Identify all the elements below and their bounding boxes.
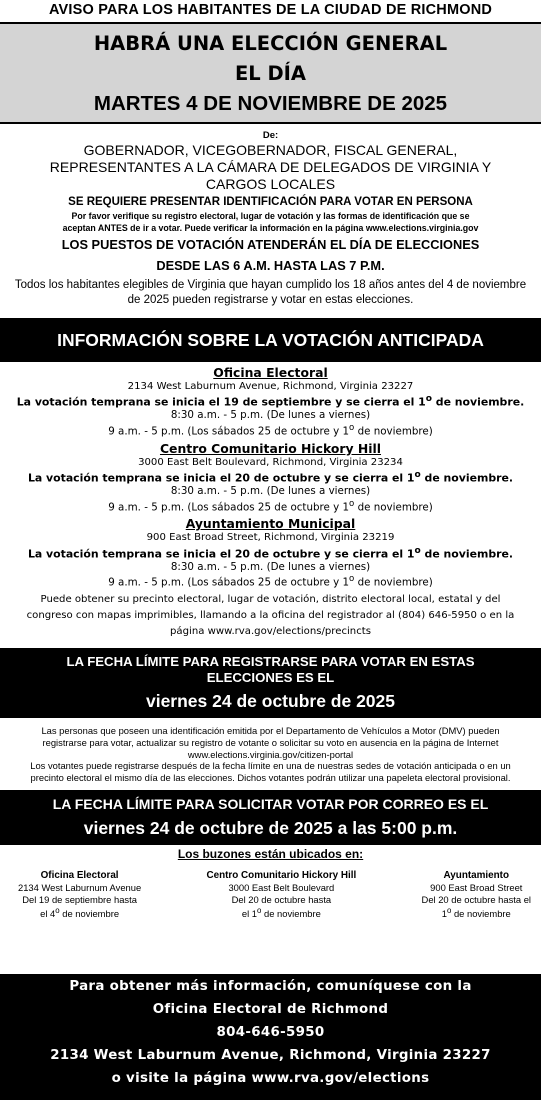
election-date: MARTES 4 DE NOVIEMBRE DE 2025 bbox=[93, 92, 448, 115]
registration-title-1: LA FECHA LÍMITE PARA REGISTRARSE PARA VOTAR EN ESTAS bbox=[66, 654, 475, 670]
location-dates: La votación temprana se inicia el 20 de octubre y se cierra el 1$^o$ de noviembre. bbox=[27, 470, 514, 485]
contact-office-name: Oficina Electoral de Richmond bbox=[152, 1002, 389, 1017]
location-block bbox=[0, 365, 541, 438]
dmv-info bbox=[0, 718, 541, 790]
dropbox-address: 900 East Broad Street bbox=[430, 881, 523, 893]
dropbox-heading: Los buzones están ubicados en: bbox=[177, 847, 364, 861]
mail-deadline-title: LA FECHA LÍMITE PARA SOLICITAR VOTAR POR CORREO ES EL bbox=[52, 796, 489, 812]
intro-section bbox=[0, 124, 541, 308]
mail-deadline-banner bbox=[0, 790, 541, 845]
early-voting-section bbox=[0, 362, 541, 640]
location-address: 2134 West Laburnum Avenue, Richmond, Virginia 23227 bbox=[127, 381, 414, 392]
contact-footer bbox=[0, 974, 541, 1100]
location-saturday-hours: 9 a.m. - 5 p.m. (Los sábados 25 de octubre y 1$^o$ de noviembre) bbox=[108, 498, 433, 513]
precinct-info: Puede obtener su precinto electoral, lugar de votación, distrito electoral local, estatal y del congreso con mapas imprimibles, llamando a la oficina del registrador al (804) 646-5950 o en la página www.rva.gov/elections/precincts bbox=[26, 594, 515, 638]
location-name: Oficina Electoral bbox=[213, 365, 328, 380]
dropbox-locations bbox=[0, 862, 541, 920]
eligibility-text: Todos los habitantes elegibles de Virginia que hayan cumplido los 18 años antes del 4 de noviembre de 2025 pueden registrarse y votar en estas elecciones. bbox=[14, 279, 527, 306]
id-required-notice: SE REQUIERE PRESENTAR IDENTIFICACIÓN PARA VOTAR EN PERSONA bbox=[68, 196, 473, 208]
location-dates: La votación temprana se inicia el 20 de octubre y se cierra el 1$^o$ de noviembre. bbox=[27, 545, 514, 561]
offices-line-2: REPRESENTANTES A LA CÁMARA DE DELEGADOS DE VIRGINIA Y bbox=[49, 159, 492, 175]
location-dates: La votación temprana se inicia el 19 de septiembre y se cierra el 1$^o$ de noviembre. bbox=[16, 394, 525, 410]
dropbox-dates: Del 19 de septiembre hasta bbox=[22, 893, 137, 905]
dropbox-end-date: el 4$^o$ de noviembre bbox=[40, 906, 120, 920]
contact-address: 2134 West Laburnum Avenue, Richmond, Virginia 23227 bbox=[50, 1048, 491, 1063]
location-weekday-hours: 8:30 a.m. - 5 p.m. (De lunes a viernes) bbox=[170, 560, 371, 573]
dropbox-address: 2134 West Laburnum Avenue bbox=[18, 881, 142, 893]
dropbox-name: Centro Comunitario Hickory Hill bbox=[206, 870, 357, 881]
verify-line-1: Por favor verifique su registro electoral, lugar de votación y las formas de identificación que se bbox=[71, 211, 470, 221]
polls-hours: DESDE LAS 6 A.M. HASTA LAS 7 P.M. bbox=[156, 258, 385, 273]
dropbox-name: Ayuntamiento bbox=[443, 870, 510, 881]
contact-website: o visite la página www.rva.gov/elections bbox=[111, 1071, 430, 1086]
election-heading: HABRÁ UNA ELECCIÓN GENERAL bbox=[93, 32, 448, 55]
dropbox-location bbox=[206, 870, 356, 920]
offices-line-1: GOBERNADOR, VICEGOBERNADOR, FISCAL GENERAL, bbox=[83, 142, 458, 158]
location-block bbox=[0, 516, 541, 589]
contact-line-1: Para obtener más información, comuníquese con la bbox=[69, 979, 472, 994]
dropbox-dates: Del 20 de octubre hasta el bbox=[421, 893, 531, 905]
early-voting-title: INFORMACIÓN SOBRE LA VOTACIÓN ANTICIPADA bbox=[0, 318, 541, 362]
registration-title-2: ELECCIONES ES EL bbox=[206, 670, 335, 686]
dropbox-location bbox=[18, 870, 141, 920]
location-name: Ayuntamiento Municipal bbox=[185, 516, 356, 532]
dropbox-end-date: el 1$^o$ de noviembre bbox=[241, 906, 321, 920]
location-saturday-hours: 9 a.m. - 5 p.m. (Los sábados 25 de octubre y 1$^o$ de noviembre) bbox=[108, 422, 433, 438]
location-saturday-hours: 9 a.m. - 5 p.m. (Los sábados 25 de octubre y 1$^o$ de noviembre) bbox=[108, 574, 433, 589]
location-address: 3000 East Belt Boulevard, Richmond, Virginia 23234 bbox=[138, 456, 403, 468]
notice-title: AVISO PARA LOS HABITANTES DE LA CIUDAD DE RICHMOND bbox=[48, 2, 493, 18]
contact-phone: 804-646-5950 bbox=[216, 1025, 325, 1040]
dropbox-name: Oficina Electoral bbox=[40, 870, 119, 881]
election-header bbox=[0, 22, 541, 124]
de-label: De: bbox=[262, 130, 279, 141]
location-block bbox=[0, 441, 541, 514]
dropbox-dates: Del 20 de octubre hasta bbox=[231, 893, 332, 905]
location-weekday-hours: 8:30 a.m. - 5 p.m. (De lunes a viernes) bbox=[170, 409, 371, 422]
location-name: Centro Comunitario Hickory Hill bbox=[159, 440, 382, 456]
dropbox-end-date: 1$^o$ de noviembre bbox=[441, 906, 511, 920]
mail-deadline-date: viernes 24 de octubre de 2025 a las 5:00 p.m. bbox=[83, 818, 458, 838]
location-address: 900 East Broad Street, Richmond, Virginia 23219 bbox=[146, 532, 395, 544]
registration-deadline-banner bbox=[0, 648, 541, 718]
verify-line-2: aceptan ANTES de ir a votar. Puede verificar la información en la página www.elections.virginia.gov bbox=[62, 223, 479, 233]
dmv-paragraph: Las personas que poseen una identificación emitida por el Departamento de Vehículos a Motor (DMV) pueden registrarse para votar, actualizar su registro de votante o solicitar su voto en ausencia en la página de Internet www.elections.virginia.gov/citizen-portal bbox=[41, 725, 500, 760]
dropbox-address: 3000 East Belt Boulevard bbox=[228, 881, 335, 893]
election-day-label: EL DÍA bbox=[234, 62, 307, 85]
polls-line-1: LOS PUESTOS DE VOTACIÓN ATENDERÁN EL DÍA DE ELECCIONES bbox=[61, 237, 480, 252]
registration-deadline-date: viernes 24 de octubre de 2025 bbox=[145, 691, 396, 712]
offices-line-3: CARGOS LOCALES bbox=[205, 176, 336, 192]
late-registration-paragraph: Los votantes puede registrarse después de la fecha límite en una de nuestras sedes de votación anticipada o en un precinto electoral el mismo día de las elecciones. Dichos votantes podrán utilizar una papeleta electoral provisional. bbox=[30, 760, 511, 784]
location-weekday-hours: 8:30 a.m. - 5 p.m. (De lunes a viernes) bbox=[170, 485, 371, 498]
dropbox-location bbox=[422, 870, 531, 920]
